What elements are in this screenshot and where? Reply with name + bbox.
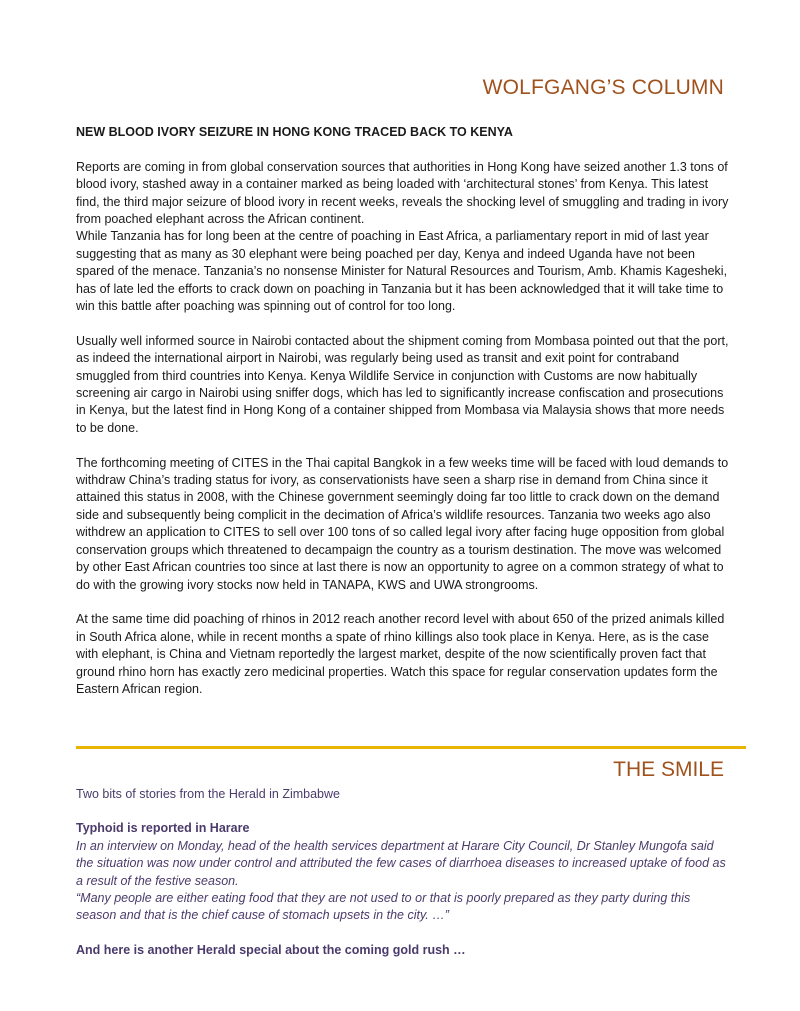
column-title: WOLFGANG’S COLUMN <box>482 76 724 99</box>
article-headline: NEW BLOOD IVORY SEIZURE IN HONG KONG TRACED BACK TO KENYA <box>76 125 513 139</box>
smile-section-title: THE SMILE <box>613 758 724 781</box>
article-paragraph-2: While Tanzania has for long been at the centre of poaching in East Africa, a parliamentary report in mid of last year suggesting that as many as 30 elephant were being poached per day, Kenya and indeed Uganda have not been spared of the menace. Tanzania’s no nonsense Minister for Natural Resources and Tourism, Amb. Khamis Kagesheki, has of late led the efforts to crack down on poaching in Tanzania but it has been acknowledged that it will take time to win this battle after poaching was spinning out of control for too long. <box>76 229 728 314</box>
article <box>76 124 732 698</box>
smile-quote-1: In an interview on Monday, head of the health services department at Harare City Council, Dr Stanley Mungofa said the situation was now under control and attributed the few cases of diarrhoea diseases to increased uptake of food as a result of the festive season. <box>76 838 726 888</box>
smile-gold-rush-line: And here is another Herald special about the coming gold rush … <box>76 942 466 957</box>
article-paragraph-5: At the same time did poaching of rhinos in 2012 reach another record level with about 650 of the prized animals killed in South Africa alone, while in recent months a spate of rhino killings also took place in Kenya. Here, as is the case with elephant, is China and Vietnam reportedly the largest market, despite of the now scientifically proven fact that ground rhino horn has exactly zero medicinal properties. Watch this space for regular conservation updates form the Eastern African region. <box>76 612 725 696</box>
article-paragraph-1: Reports are coming in from global conservation sources that authorities in Hong Kong have seized another 1.3 tons of blood ivory, stashed away in a container marked as being loaded with ‘architectural stones’ from Kenya. This latest find, the third major seizure of blood ivory in recent weeks, reveals the shocking level of smuggling and trading in ivory from poached elephant across the African continent. <box>76 159 729 227</box>
smile-section <box>76 786 732 959</box>
article-paragraph-4: The forthcoming meeting of CITES in the Thai capital Bangkok in a few weeks time will be faced with loud demands to withdraw China’s trading status for ivory, as conservationists have seen a sharp rise in demand from China since it attained this status in 2008, with the Chinese government seemingly doing far too little to crack down on the demand side and subsequently being complicit in the decimation of Africa’s wildlife resources. Tanzania two weeks ago also withdrew an application to CITES to sell over 100 tons of so called legal ivory after facing huge opposition from global conservation groups which threatened to decampaign the country as a tourism destination. The move was welcomed by other East African countries too since at last there is now an opportunity to agree on a common strategy of what to do with the growing ivory stocks now held in TANAPA, KWS and UWA strongrooms. <box>76 455 729 592</box>
article-paragraph-3: Usually well informed source in Nairobi contacted about the shipment coming from Mombasa pointed out that the port, as indeed the international airport in Nairobi, was regularly being used as transit and exit point for contraband smuggled from third countries into Kenya. Kenya Wildlife Service in conjunction with Customs are now habitually screening air cargo in Nairobi using sniffer dogs, which has led to significantly increase confiscation and prosecutions in Kenya, but the latest find in Hong Kong of a container shipped from Mombasa via Malaysia shows that more needs to be done. <box>76 333 729 435</box>
smile-intro: Two bits of stories from the Herald in Zimbabwe <box>76 787 340 801</box>
smile-subhead: Typhoid is reported in Harare <box>76 821 250 836</box>
section-divider <box>76 746 746 749</box>
smile-quote-2: “Many people are either eating food that they are not used to or that is poorly prepared as they party during this season and that is the chief cause of stomach upsets in the city. …” <box>76 891 691 923</box>
